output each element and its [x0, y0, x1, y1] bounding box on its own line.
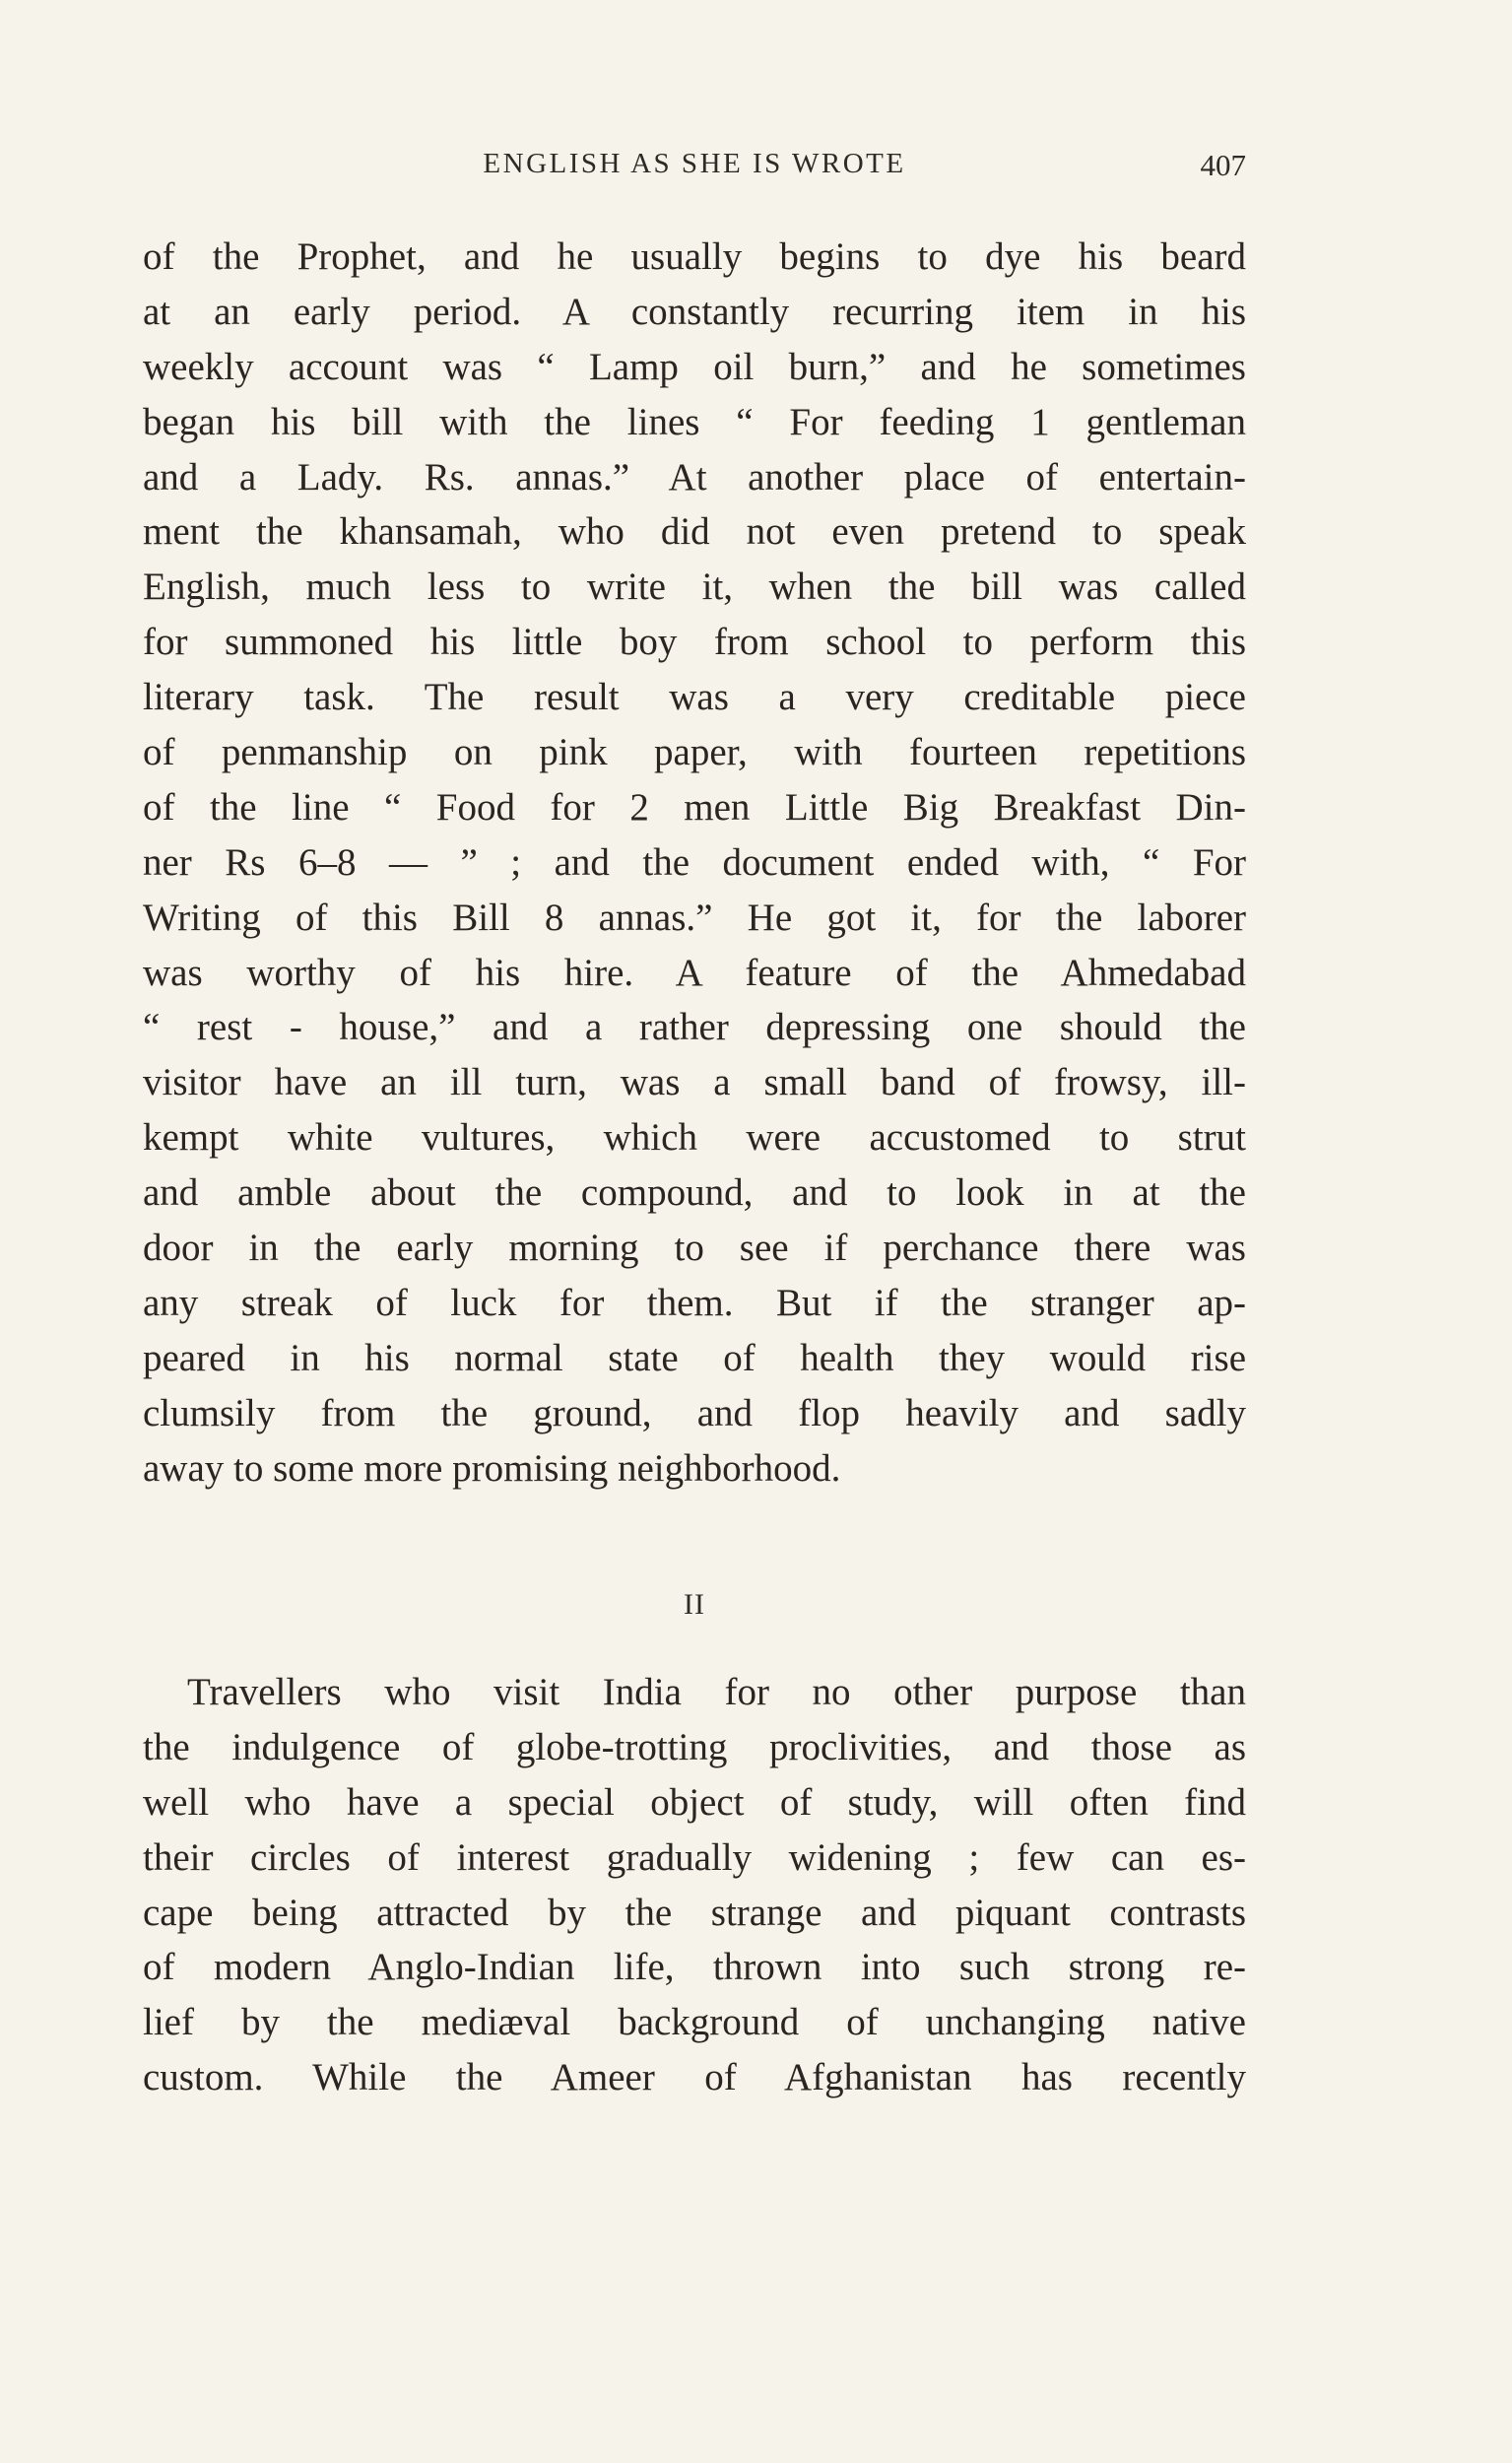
text-line: any streak of luck for them. But if the stranger ap-: [143, 1281, 1246, 1324]
text-line: English, much less to write it, when the bill was called: [143, 566, 1246, 609]
page-number: 407: [1200, 148, 1246, 182]
text-line: weekly account was “ Lamp oil burn,” and he sometimes: [143, 345, 1246, 388]
text-line: away to some more promising neighborhood.: [143, 1446, 841, 1490]
text-line: and a Lady. Rs. annas.” At another place of entertain-: [143, 455, 1246, 499]
paragraph-1: [143, 230, 1246, 1496]
text-line: door in the early morning to see if perchance there was: [143, 1227, 1246, 1270]
text-line: visitor have an ill turn, was a small band of frowsy, ill-: [143, 1061, 1246, 1104]
text-line: their circles of interest gradually widening ; few can es-: [143, 1835, 1246, 1879]
text-line: Writing of this Bill 8 annas.” He got it, for the laborer: [143, 896, 1246, 939]
text-line: of penmanship on pink paper, with fourteen repetitions: [143, 731, 1246, 774]
text-line: for summoned his little boy from school to perform this: [143, 621, 1246, 664]
paragraph-2: [143, 1665, 1246, 2105]
text-line: was worthy of his hire. A feature of the Ahmedabad: [143, 951, 1246, 994]
text-line: the indulgence of globe-trotting proclivities, and those as: [143, 1725, 1246, 1768]
text-line: cape being attracted by the strange and piquant contrasts: [143, 1891, 1246, 1934]
text-line: literary task. The result was a very creditable piece: [143, 676, 1246, 719]
text-line: of modern Anglo-Indian life, thrown into such strong re-: [143, 1946, 1246, 1989]
text-line: began his bill with the lines “ For feeding 1 gentleman: [143, 400, 1246, 443]
text-line: of the Prophet, and he usually begins to dye his beard: [143, 235, 1246, 278]
section-heading: II: [684, 1588, 705, 1621]
text-line: and amble about the compound, and to look in at the: [143, 1171, 1246, 1215]
text-line: ner Rs 6–8 — ” ; and the document ended with, “ For: [143, 840, 1246, 884]
text-line: lief by the mediæval background of unchanging native: [143, 2001, 1246, 2044]
text-line: ment the khansamah, who did not even pretend to speak: [143, 510, 1246, 554]
running-head: [143, 148, 1246, 197]
text-line: clumsily from the ground, and flop heavily and sadly: [143, 1391, 1246, 1434]
text-line: custom. While the Ameer of Afghanistan has recently: [143, 2056, 1246, 2099]
text-line: well who have a special object of study, will often find: [143, 1780, 1246, 1824]
text-line: at an early period. A constantly recurring item in his: [143, 290, 1246, 333]
text-line: Travellers who visit India for no other purpose than: [187, 1671, 1246, 1713]
text-line: kempt white vultures, which were accustomed to strut: [143, 1116, 1246, 1160]
text-line: “ rest - house,” and a rather depressing one should the: [143, 1006, 1246, 1049]
running-title: ENGLISH AS SHE IS WROTE: [483, 148, 906, 179]
text-line: peared in his normal state of health they would rise: [143, 1336, 1246, 1379]
text-line: of the line “ Food for 2 men Little Big Breakfast Din-: [143, 785, 1246, 829]
